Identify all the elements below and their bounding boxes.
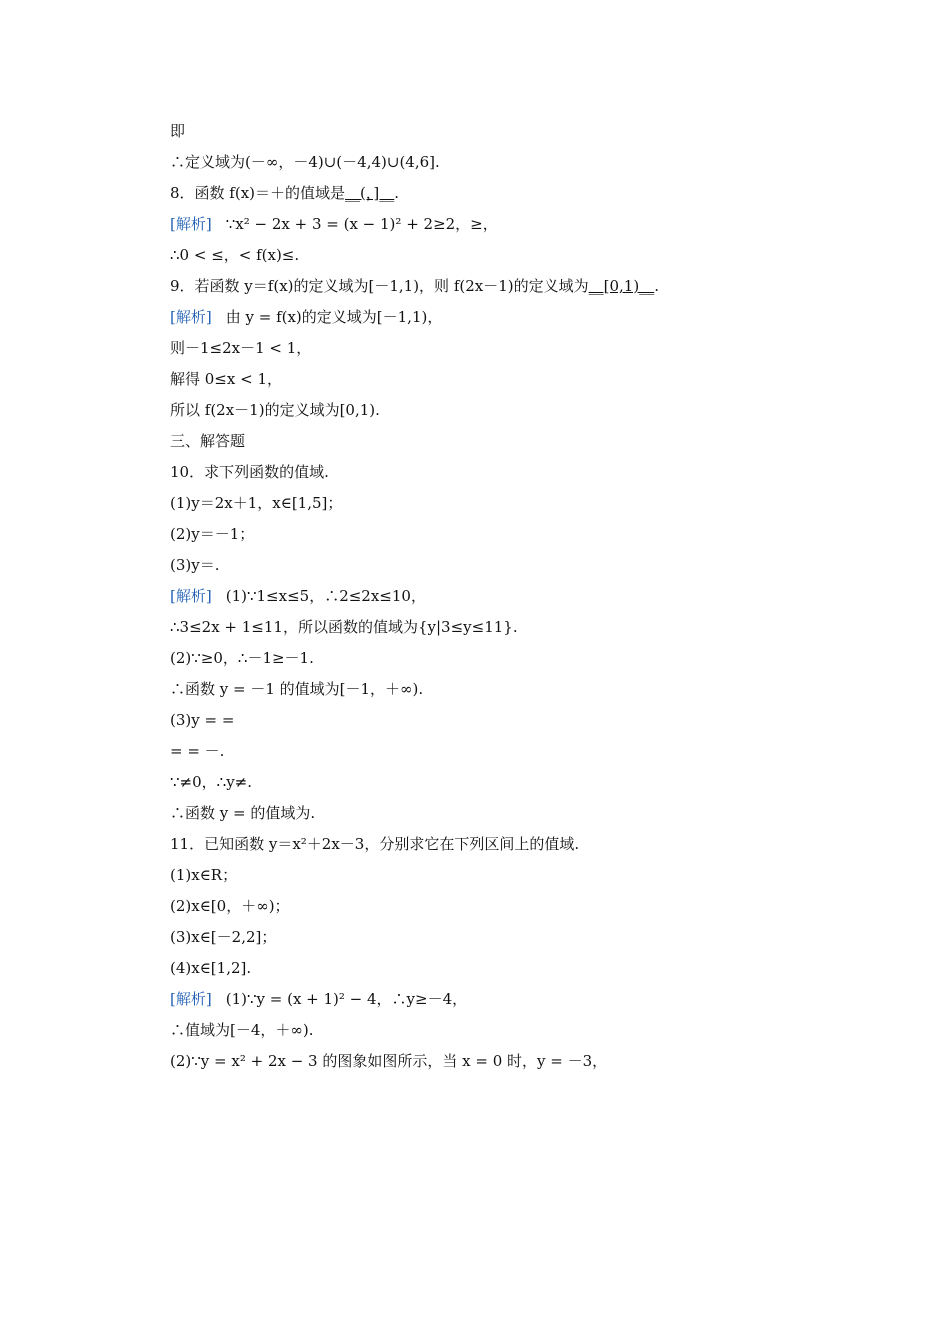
text-line bbox=[170, 705, 810, 736]
text-line bbox=[170, 860, 810, 891]
text-line bbox=[170, 550, 810, 581]
text-line bbox=[170, 643, 810, 674]
text-line bbox=[170, 209, 810, 240]
analysis-tag: [解析] bbox=[170, 587, 212, 605]
text-line bbox=[170, 240, 810, 271]
line-text: 由 y = f(x)的定义域为[－1,1)， bbox=[225, 308, 443, 326]
line-text: 所以 f(2x－1)的定义域为[0,1). bbox=[170, 401, 380, 419]
analysis-tag: [解析] bbox=[170, 990, 212, 1008]
line-text: (1)x∈R； bbox=[170, 866, 238, 884]
text-line bbox=[170, 519, 810, 550]
text-line bbox=[170, 953, 810, 984]
text-line bbox=[170, 829, 810, 860]
text-line bbox=[170, 426, 810, 457]
line-text: 8．函数 f(x)＝＋的值域是 bbox=[170, 184, 346, 202]
line-text: 10．求下列函数的值域. bbox=[170, 463, 329, 481]
line-text: (3)y = = bbox=[170, 711, 235, 729]
text-line bbox=[170, 116, 810, 147]
line-text: (2)x∈[0，＋∞)； bbox=[170, 897, 290, 915]
text-line bbox=[170, 147, 810, 178]
line-text: 9．若函数 y＝f(x)的定义域为[－1,1)，则 f(2x－1)的定义域为 bbox=[170, 277, 589, 295]
text-line bbox=[170, 271, 810, 302]
answer-blank: __(，]__ bbox=[345, 184, 395, 202]
line-text: (3)y＝. bbox=[170, 556, 220, 574]
line-text: ∵x² − 2x + 3 = (x − 1)² + 2≥2，≥， bbox=[225, 215, 498, 233]
text-line bbox=[170, 581, 810, 612]
answer-blank: __[0,1)__ bbox=[588, 277, 655, 295]
line-text: ∴定义域为(－∞，－4)∪(－4,4)∪(4,6]. bbox=[170, 153, 440, 171]
text-line bbox=[170, 1046, 810, 1077]
line-text: (2)∵≥0，∴－1≥－1. bbox=[170, 649, 314, 667]
line-text: 则－1≤2x－1 < 1， bbox=[170, 339, 312, 357]
line-text: (1)∵y = (x + 1)² − 4，∴y≥－4， bbox=[225, 990, 468, 1008]
line-text: 11．已知函数 y＝x²＋2x－3，分别求它在下列区间上的值域. bbox=[170, 835, 580, 853]
analysis-tag: [解析] bbox=[170, 215, 212, 233]
line-text: (2)∵y = x² + 2x − 3 的图象如图所示，当 x = 0 时，y = －3， bbox=[170, 1052, 608, 1070]
line-text: (1)∵1≤x≤5，∴2≤2x≤10， bbox=[225, 587, 426, 605]
line-text: 三、解答题 bbox=[170, 432, 246, 450]
line-text: (1)y＝2x＋1，x∈[1,5]； bbox=[170, 494, 343, 512]
text-line bbox=[170, 767, 810, 798]
document-body bbox=[170, 116, 810, 1077]
line-text: ∴函数 y = －1 的值域为[－1，＋∞). bbox=[170, 680, 424, 698]
text-line bbox=[170, 736, 810, 767]
line-text: . bbox=[394, 184, 400, 202]
line-text: (4)x∈[1,2]. bbox=[170, 959, 252, 977]
line-text: = = －. bbox=[170, 742, 225, 760]
line-text: . bbox=[654, 277, 659, 295]
line-text: 解得 0≤x < 1， bbox=[170, 370, 282, 388]
line-text: 即 bbox=[170, 122, 186, 140]
analysis-tag: [解析] bbox=[170, 308, 212, 326]
text-line bbox=[170, 364, 810, 395]
line-text: ∴值域为[－4，＋∞). bbox=[170, 1021, 314, 1039]
text-line bbox=[170, 612, 810, 643]
text-line bbox=[170, 891, 810, 922]
text-line bbox=[170, 1015, 810, 1046]
text-line bbox=[170, 302, 810, 333]
text-line bbox=[170, 457, 810, 488]
text-line bbox=[170, 395, 810, 426]
text-line bbox=[170, 674, 810, 705]
text-line bbox=[170, 488, 810, 519]
text-line bbox=[170, 922, 810, 953]
text-line bbox=[170, 178, 810, 209]
line-text: ∴3≤2x + 1≤11，所以函数的值域为{y|3≤y≤11}. bbox=[170, 618, 518, 636]
line-text: ∴函数 y = 的值域为. bbox=[170, 804, 316, 822]
line-text: ∵≠0，∴y≠. bbox=[170, 773, 253, 791]
line-text: (3)x∈[－2,2]； bbox=[170, 928, 277, 946]
text-line bbox=[170, 984, 810, 1015]
text-line bbox=[170, 798, 810, 829]
line-text: (2)y＝－1； bbox=[170, 525, 255, 543]
text-line bbox=[170, 333, 810, 364]
line-text: ∴0 < ≤，< f(x)≤. bbox=[170, 246, 300, 264]
